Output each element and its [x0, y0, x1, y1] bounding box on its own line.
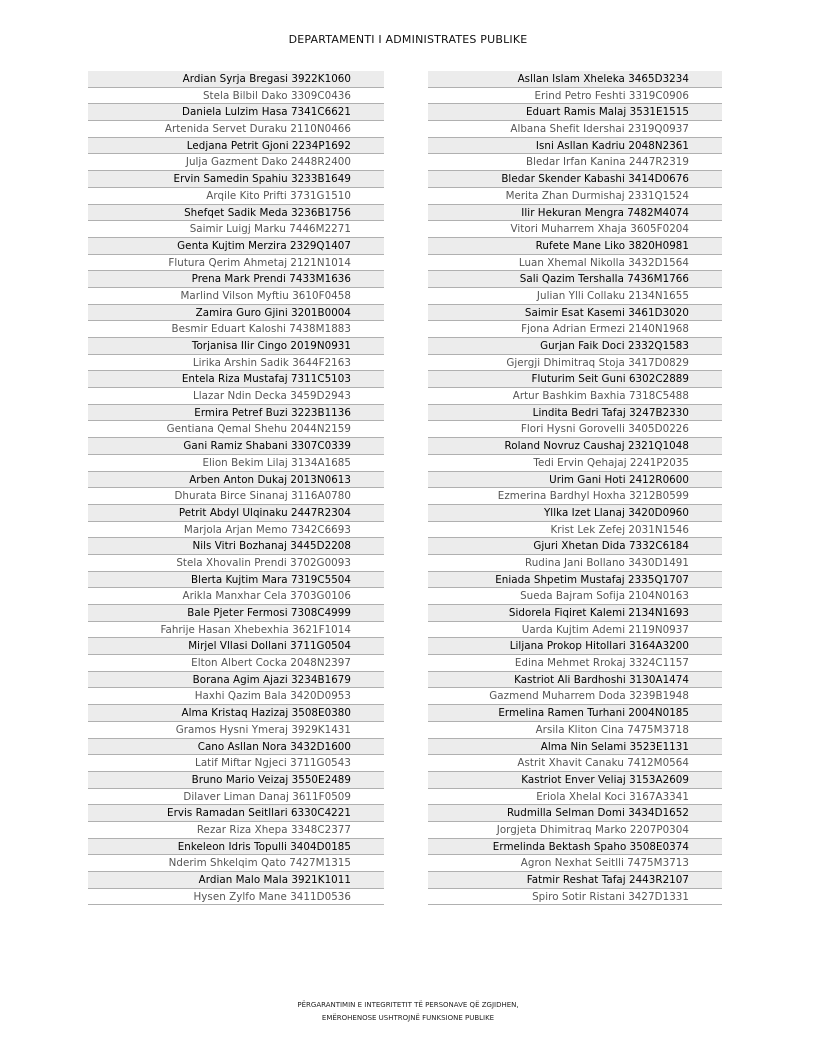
list-item: Gazmend Muharrem Doda 3239B1948	[428, 688, 722, 705]
list-item: Julian Ylli Collaku 2134N1655	[428, 288, 722, 305]
list-item: Arben Anton Dukaj 2013N0613	[88, 472, 384, 489]
list-item: Mirjel Vllasi Dollani 3711G0504	[88, 638, 384, 655]
list-item: Enkeleon Idris Topulli 3404D0185	[88, 839, 384, 856]
list-item: Fluturim Seit Guni 6302C2889	[428, 371, 722, 388]
list-item: Jorgjeta Dhimitraq Marko 2207P0304	[428, 822, 722, 839]
list-item: Dhurata Birce Sinanaj 3116A0780	[88, 488, 384, 505]
list-item: Prena Mark Prendi 7433M1636	[88, 271, 384, 288]
list-item: Marlind Vilson Myftiu 3610F0458	[88, 288, 384, 305]
list-item: Gjuri Xhetan Dida 7332C6184	[428, 538, 722, 555]
list-item: Fatmir Reshat Tafaj 2443R2107	[428, 872, 722, 889]
list-item: Tedi Ervin Qehajaj 2241P2035	[428, 455, 722, 472]
list-item: Llazar Ndin Decka 3459D2943	[88, 388, 384, 405]
list-item: Fahrije Hasan Xhebexhia 3621F1014	[88, 622, 384, 639]
list-item: Artur Bashkim Baxhia 7318C5488	[428, 388, 722, 405]
list-item: Eriola Xhelal Koci 3167A3341	[428, 789, 722, 806]
list-item: Ledjana Petrit Gjoni 2234P1692	[88, 138, 384, 155]
list-item: Krist Lek Zefej 2031N1546	[428, 522, 722, 539]
list-item: Ermira Petref Buzi 3223B1136	[88, 405, 384, 422]
list-item: Bale Pjeter Fermosi 7308C4999	[88, 605, 384, 622]
list-item: Nderim Shkelqim Qato 7427M1315	[88, 855, 384, 872]
list-item: Bruno Mario Veizaj 3550E2489	[88, 772, 384, 789]
list-item: Artenida Servet Duraku 2110N0466	[88, 121, 384, 138]
list-item: Zamira Guro Gjini 3201B0004	[88, 305, 384, 322]
list-item: Astrit Xhavit Canaku 7412M0564	[428, 755, 722, 772]
list-item: Stela Bilbil Dako 3309C0436	[88, 88, 384, 105]
list-item: Gramos Hysni Ymeraj 3929K1431	[88, 722, 384, 739]
list-item: Torjanisa Ilir Cingo 2019N0931	[88, 338, 384, 355]
list-item: Uarda Kujtim Ademi 2119N0937	[428, 622, 722, 639]
footer-line-1: PËRGARANTIMIN E INTEGRITETIT TË PERSONAVE QË ZGJIDHEN,	[297, 1001, 519, 1009]
document-footer	[0, 999, 816, 1025]
list-item: Ervis Ramadan Seitllari 6330C4221	[88, 805, 384, 822]
list-item: Julja Gazment Dako 2448R2400	[88, 154, 384, 171]
list-item: Merita Zhan Durmishaj 2331Q1524	[428, 188, 722, 205]
list-item: Latif Miftar Ngjeci 3711G0543	[88, 755, 384, 772]
list-item: Arsila Kliton Cina 7475M3718	[428, 722, 722, 739]
list-item: Rudmilla Selman Domi 3434D1652	[428, 805, 722, 822]
list-item: Cano Asllan Nora 3432D1600	[88, 739, 384, 756]
list-item: Blerta Kujtim Mara 7319C5504	[88, 572, 384, 589]
list-item: Haxhi Qazim Bala 3420D0953	[88, 688, 384, 705]
list-item: Ardian Syrja Bregasi 3922K1060	[88, 71, 384, 88]
list-item: Ilir Hekuran Mengra 7482M4074	[428, 205, 722, 222]
footer-line-2: EMËROHENOSE USHTROJNË FUNKSIONE PUBLIKE	[321, 1014, 495, 1022]
list-item: Gani Ramiz Shabani 3307C0339	[88, 438, 384, 455]
list-item: Genta Kujtim Merzira 2329Q1407	[88, 238, 384, 255]
list-item: Shefqet Sadik Meda 3236B1756	[88, 205, 384, 222]
list-item: Eduart Ramis Malaj 3531E1515	[428, 104, 722, 121]
list-item: Rufete Mane Liko 3820H0981	[428, 238, 722, 255]
list-item: Rudina Jani Bollano 3430D1491	[428, 555, 722, 572]
list-item: Edina Mehmet Rrokaj 3324C1157	[428, 655, 722, 672]
list-item: Flori Hysni Gorovelli 3405D0226	[428, 421, 722, 438]
list-item: Lirika Arshin Sadik 3644F2163	[88, 355, 384, 372]
list-item: Petrit Abdyl Ulqinaku 2447R2304	[88, 505, 384, 522]
list-item: Urim Gani Hoti 2412R0600	[428, 472, 722, 489]
list-item: Ardian Malo Mala 3921K1011	[88, 872, 384, 889]
list-item: Gentiana Qemal Shehu 2044N2159	[88, 421, 384, 438]
list-item: Roland Novruz Caushaj 2321Q1048	[428, 438, 722, 455]
list-item: Albana Shefit Idershai 2319Q0937	[428, 121, 722, 138]
list-item: Saimir Luigj Marku 7446M2271	[88, 221, 384, 238]
list-item: Sali Qazim Tershalla 7436M1766	[428, 271, 722, 288]
list-item: Alma Kristaq Hazizaj 3508E0380	[88, 705, 384, 722]
list-item: Kastriot Ali Bardhoshi 3130A1474	[428, 672, 722, 689]
list-item: Nils Vitri Bozhanaj 3445D2208	[88, 538, 384, 555]
list-item: Gjergji Dhimitraq Stoja 3417D0829	[428, 355, 722, 372]
list-item: Ezmerina Bardhyl Hoxha 3212B0599	[428, 488, 722, 505]
list-item: Arqile Kito Prifti 3731G1510	[88, 188, 384, 205]
list-item: Stela Xhovalin Prendi 3702G0093	[88, 555, 384, 572]
list-item: Marjola Arjan Memo 7342C6693	[88, 522, 384, 539]
list-item: Isni Asllan Kadriu 2048N2361	[428, 138, 722, 155]
list-item: Asllan Islam Xheleka 3465D3234	[428, 71, 722, 88]
list-item: Vitori Muharrem Xhaja 3605F0204	[428, 221, 722, 238]
right-name-list	[428, 71, 722, 905]
list-item: Alma Nin Selami 3523E1131	[428, 739, 722, 756]
list-item: Sueda Bajram Sofija 2104N0163	[428, 588, 722, 605]
list-item: Dilaver Liman Danaj 3611F0509	[88, 789, 384, 806]
list-item: Elion Bekim Lilaj 3134A1685	[88, 455, 384, 472]
list-item: Elton Albert Cocka 2048N2397	[88, 655, 384, 672]
list-item: Arikla Manxhar Cela 3703G0106	[88, 588, 384, 605]
list-item: Erind Petro Feshti 3319C0906	[428, 88, 722, 105]
document-title: DEPARTAMENTI I ADMINISTRATES PUBLIKE	[288, 33, 528, 46]
list-item: Yllka Izet Llanaj 3420D0960	[428, 505, 722, 522]
list-item: Borana Agim Ajazi 3234B1679	[88, 672, 384, 689]
list-item: Ervin Samedin Spahiu 3233B1649	[88, 171, 384, 188]
list-item: Besmir Eduart Kaloshi 7438M1883	[88, 321, 384, 338]
list-item: Gurjan Faik Doci 2332Q1583	[428, 338, 722, 355]
list-item: Rezar Riza Xhepa 3348C2377	[88, 822, 384, 839]
list-item: Eniada Shpetim Mustafaj 2335Q1707	[428, 572, 722, 589]
left-name-list	[88, 71, 384, 905]
list-item: Saimir Esat Kasemi 3461D3020	[428, 305, 722, 322]
list-item: Entela Riza Mustafaj 7311C5103	[88, 371, 384, 388]
list-item: Fjona Adrian Ermezi 2140N1968	[428, 321, 722, 338]
list-item: Bledar Irfan Kanina 2447R2319	[428, 154, 722, 171]
list-item: Flutura Qerim Ahmetaj 2121N1014	[88, 255, 384, 272]
list-item: Spiro Sotir Ristani 3427D1331	[428, 889, 722, 906]
list-item: Kastriot Enver Veliaj 3153A2609	[428, 772, 722, 789]
list-item: Liljana Prokop Hitollari 3164A3200	[428, 638, 722, 655]
list-item: Hysen Zylfo Mane 3411D0536	[88, 889, 384, 906]
list-item: Sidorela Fiqiret Kalemi 2134N1693	[428, 605, 722, 622]
list-item: Luan Xhemal Nikolla 3432D1564	[428, 255, 722, 272]
list-item: Ermelina Ramen Turhani 2004N0185	[428, 705, 722, 722]
list-item: Bledar Skender Kabashi 3414D0676	[428, 171, 722, 188]
list-item: Ermelinda Bektash Spaho 3508E0374	[428, 839, 722, 856]
list-item: Lindita Bedri Tafaj 3247B2330	[428, 405, 722, 422]
list-item: Agron Nexhat Seitlli 7475M3713	[428, 855, 722, 872]
list-item: Daniela Lulzim Hasa 7341C6621	[88, 104, 384, 121]
